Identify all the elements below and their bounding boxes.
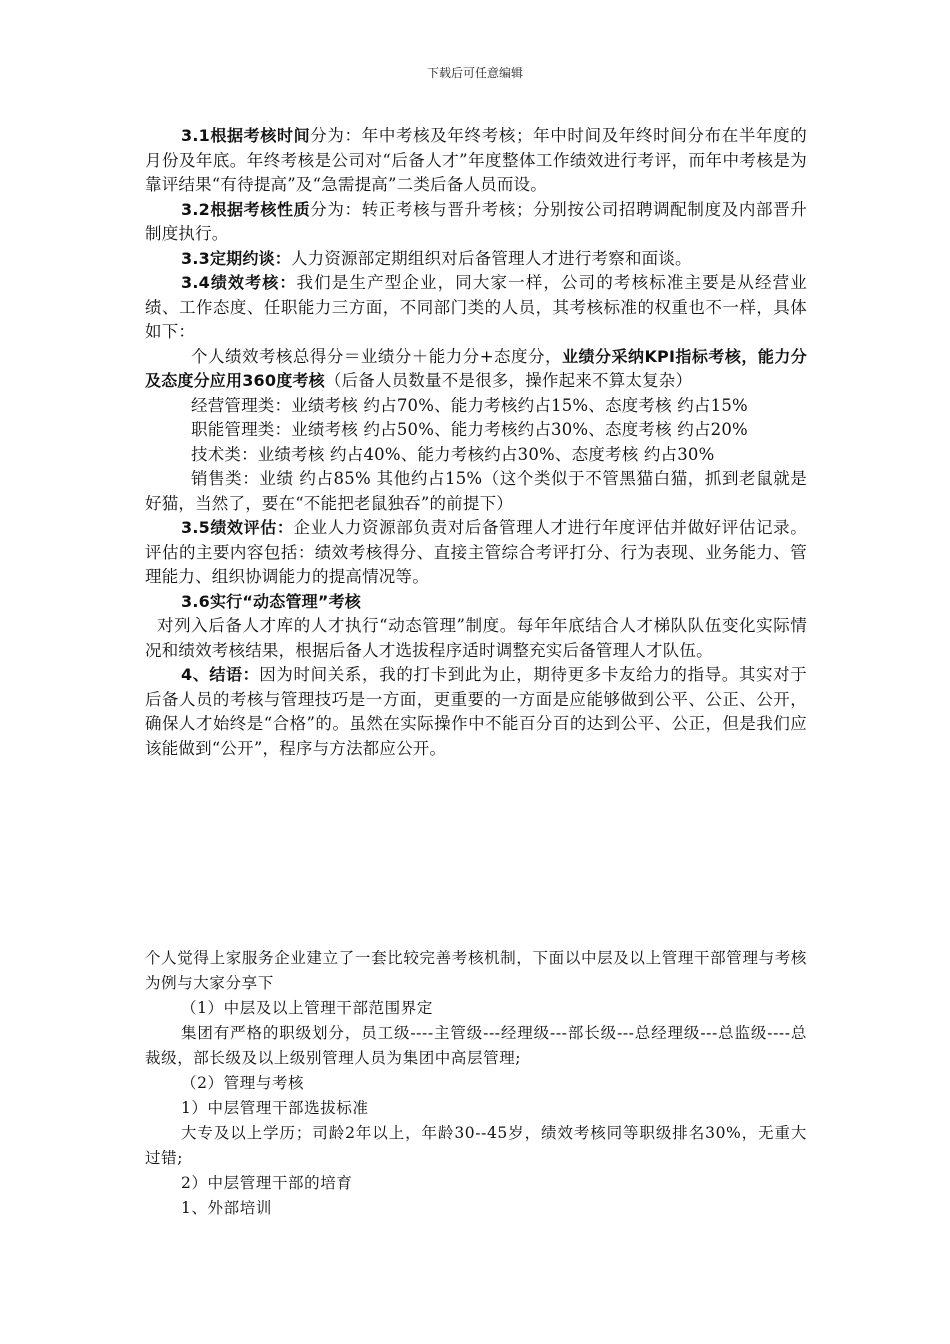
- paragraph-3-2: [145, 198, 807, 247]
- paragraph-3-3-text: 人力资源部定期组织对后备管理人才进行考察和面谈。: [290, 248, 692, 268]
- heading-3-4: 3.4绩效考核：: [181, 273, 297, 292]
- section2-sub-2-1: 1、外部培训: [181, 1199, 272, 1217]
- paragraph-3-6-body: 对列入后备人才库的人才执行“动态管理”制度。每年年底结合人才梯队队伍变化实际情况和绩效考核结果，根据后备人才选拔程序适时调整充实后备管理人才队伍。: [145, 616, 807, 660]
- paragraph-formula: [145, 345, 807, 394]
- paragraph-4: [145, 663, 807, 761]
- category-operations: 经营管理类：业绩考核 约占70%、能力考核约占15%、态度考核 约占15%: [191, 395, 748, 415]
- paragraph-3-6: [145, 590, 807, 615]
- section2-sub-2: 2）中层管理干部的培育: [181, 1174, 353, 1192]
- category-functional: 职能管理类：业绩考核 约占50%、能力考核约占30%、态度考核 约占20%: [191, 420, 748, 439]
- paragraph-3-1: [145, 124, 807, 198]
- heading-3-3: 3.3定期约谈：: [181, 248, 291, 268]
- section2-sub-1: 1）中层管理干部选拔标准: [181, 1099, 369, 1117]
- section2-item-1: （1）中层及以上管理干部范围界定: [181, 999, 433, 1017]
- paragraph-3-5-text: 企业人力资源部负责对后备管理人才进行年度评估并做好评估记录。评估的主要内容包括：绩效考核得分、直接主管综合考评打分、行为表现、业务能力、管理能力、组织协调能力的提高情况等。: [145, 518, 807, 586]
- section2-item-2: （2）管理与考核: [181, 1074, 305, 1092]
- formula-bold-text: 业绩分采纳KPI指标考核，能力分及态度分应用360度考核: [145, 346, 808, 390]
- paragraph-3-2-text: 分为：转正考核与晋升考核；分别按公司招聘调配制度及内部晋升制度执行。: [145, 199, 807, 243]
- heading-3-5: 3.5绩效评估：: [181, 518, 294, 537]
- paragraph-3-3: [145, 247, 807, 272]
- document-body: [145, 124, 807, 761]
- heading-3-2: 3.2根据考核性质: [181, 199, 311, 219]
- paragraph-3-4-text: 我们是生产型企业，同大家一样，公司的考核标准主要是从经营业绩、工作态度、任职能力三方面，不同部门类的人员，其考核标准的权重也不一样，具体如下：: [145, 273, 807, 341]
- heading-4: 4、结语：: [181, 665, 260, 684]
- page-header-note: 下载后可任意编辑: [426, 66, 523, 80]
- heading-3-6: 3.6实行“动态管理”考核: [181, 591, 361, 611]
- category-technical: 技术类：业绩考核 约占40%、能力考核约占30%、态度考核 约占30%: [191, 444, 715, 464]
- formula-note: （后备人员数量不是很多，操作起来不算太复杂）: [324, 371, 693, 390]
- paragraph-3-5: [145, 516, 807, 590]
- paragraph-3-4: [145, 271, 807, 345]
- section2-item-1-body: 集团有严格的职级划分，员工级----主管级---经理级---部长级---总经理级---总监级----总裁级，部长级及以上级别管理人员为集团中高层管理;: [145, 1024, 807, 1067]
- category-sales: 销售类：业绩 约占85% 其他约占15%（这个类似于不管黑猫白猫，抓到老鼠就是好猫，当然了，要在“不能把老鼠独吞”的前提下）: [145, 469, 807, 513]
- section2-intro: 个人觉得上家服务企业建立了一套比较完善考核机制，下面以中层及以上管理干部管理与考核为例与大家分享下: [145, 949, 807, 992]
- heading-3-1: 3.1根据考核时间: [181, 126, 311, 145]
- paragraph-4-text: 因为时间关系，我的打卡到此为止，期待更多卡友给力的指导。其实对于后备人员的考核与管理技巧是一方面，更重要的一方面是应能够做到公平、公正、公开，确保人才始终是“合格”的。虽然在实际操作中不能百分百的达到公平、公正，但是我们应该能做到“公开”，程序与方法都应公开。: [145, 665, 807, 758]
- formula-text: 个人绩效考核总得分＝业绩分＋能力分+态度分，: [191, 346, 563, 366]
- paragraph-3-1-text: 分为：年中考核及年终考核；年中时间及年终时间分布在半年度的月份及年底。年终考核是公司对“后备人才”年度整体工作绩效进行考评，而年中考核是为靠评结果“有待提高”及“急需提高”二类后备人员而设。: [145, 126, 807, 194]
- second-section: [145, 946, 807, 1221]
- section2-sub-1-body: 大专及以上学历；司龄2年以上，年龄30--45岁，绩效考核同等职级排名30%，无重大过错;: [145, 1124, 807, 1167]
